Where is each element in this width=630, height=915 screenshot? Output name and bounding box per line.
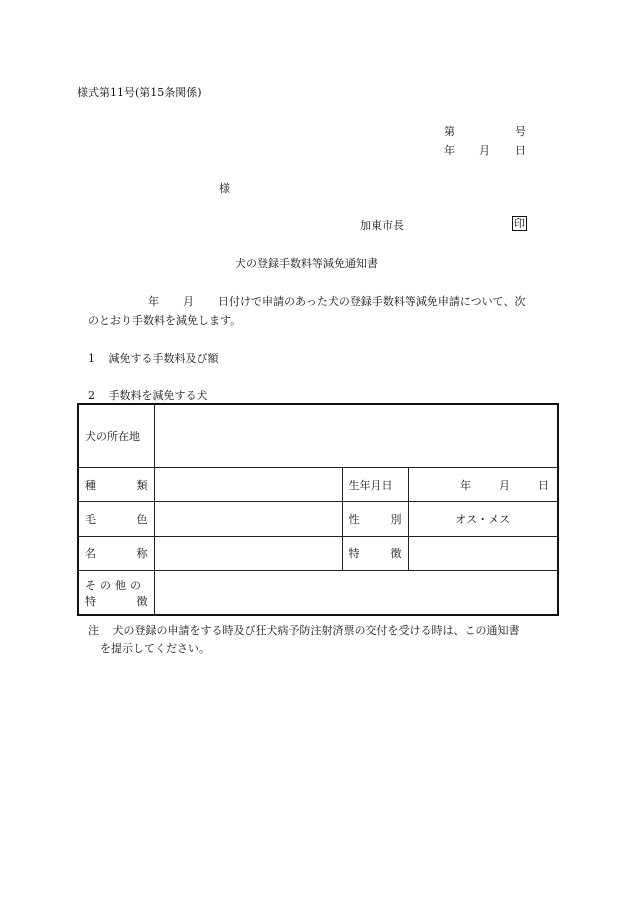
- item-1-text: 減免する手数料及び額: [108, 352, 219, 365]
- location-label: 犬の所在地: [78, 404, 154, 468]
- dog-info-table: [77, 403, 559, 616]
- issuer: 加東市長: [360, 219, 404, 232]
- birth-field[interactable]: 年 月 日: [408, 468, 558, 502]
- note-text-1: 犬の登録の申請をする時及び狂犬病予防注射済票の交付を受ける時は、この通知書: [112, 624, 520, 637]
- addressee-suffix: 様: [219, 182, 230, 195]
- body-year: 年: [148, 295, 159, 308]
- item-1: [88, 350, 219, 366]
- item-1-number: 1: [88, 352, 95, 365]
- doc-number-suffix: 号: [515, 125, 526, 138]
- sex-label: 性 別: [342, 502, 408, 536]
- body-line-1: 日付けで申請のあった犬の登録手数料等減免申請について、次: [218, 295, 526, 308]
- kind-field[interactable]: [154, 468, 342, 502]
- sex-field[interactable]: オス・メス: [408, 502, 558, 536]
- date-year: 年: [444, 144, 455, 157]
- item-2: [88, 387, 208, 403]
- feature-label: 特 徴: [342, 536, 408, 570]
- other-features-label: その他の 特 徴: [78, 571, 154, 615]
- name-field[interactable]: [154, 536, 342, 570]
- kind-label: 種 類: [78, 468, 154, 502]
- item-2-text: 手数料を減免する犬: [108, 389, 208, 402]
- coat-label: 毛 色: [78, 502, 154, 536]
- note-line-2: を提示してください。: [100, 642, 210, 655]
- coat-field[interactable]: [154, 502, 342, 536]
- body-month: 月: [183, 295, 194, 308]
- date-month: 月: [479, 144, 490, 157]
- name-label: 名 称: [78, 536, 154, 570]
- other-features-field[interactable]: [154, 571, 558, 615]
- form-number: 様式第11号(第15条関係): [77, 86, 202, 99]
- seal-stamp: 印: [514, 217, 525, 230]
- date-day: 日: [515, 144, 526, 157]
- birth-label: 生年月日: [342, 468, 408, 502]
- body-line-2: のとおり手数料を減免します。: [88, 314, 242, 327]
- note-line-1: [88, 622, 520, 638]
- document-title: 犬の登録手数料等減免通知書: [235, 257, 378, 270]
- location-field[interactable]: [154, 404, 558, 468]
- note-mark: 注: [88, 624, 99, 637]
- doc-number-prefix: 第: [444, 125, 455, 138]
- item-2-number: 2: [88, 389, 95, 402]
- feature-field[interactable]: [408, 536, 558, 570]
